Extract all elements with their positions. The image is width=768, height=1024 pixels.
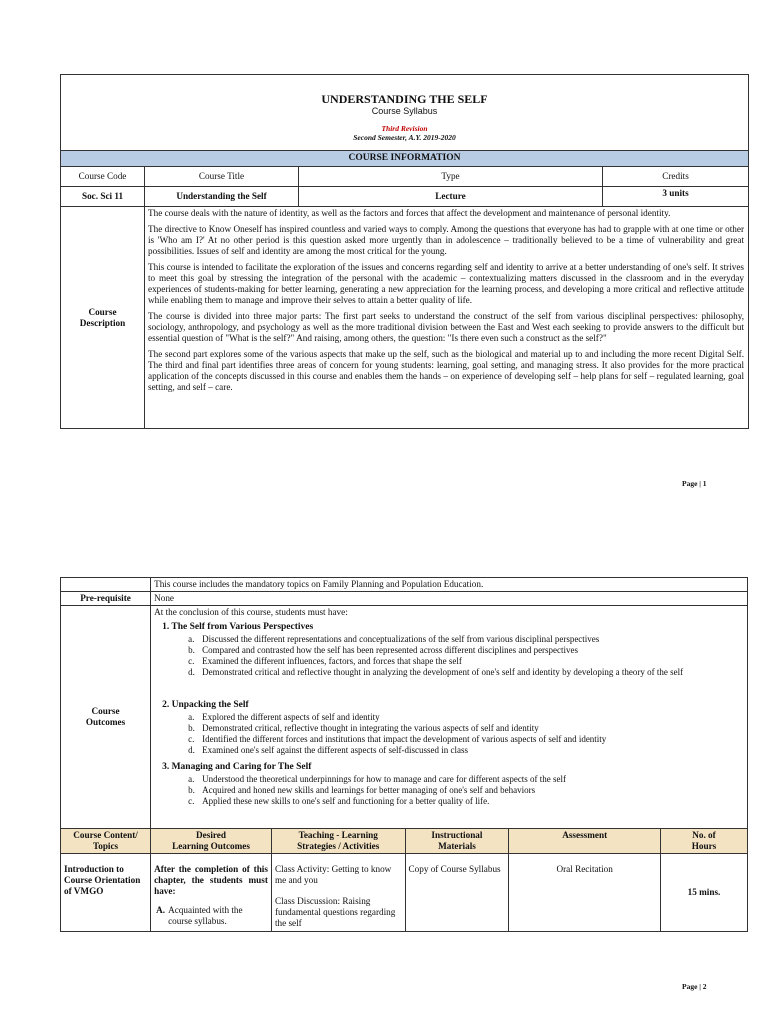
course-code-header: Course Code (61, 167, 145, 187)
outcome-item-letter: c. (188, 734, 195, 744)
description-paragraph: The directive to Know Oneself has inspired countless and varied ways to comply. Among the questions that everyone has had to grapple with at one time or other is 'Who am I?' At no other period is this question asked more urgently than in adolescence – traditionally believed to be a time of vulnerability and great possibilities. Issues of self and identity are among the most critical for the young. (148, 224, 745, 256)
outcome-item (188, 745, 744, 756)
outcome-item-text: Applied these new skills to one's self and functioning for a better quality of life. (202, 796, 490, 806)
outcome-item (188, 712, 744, 723)
course-title-value: Understanding the Self (145, 187, 299, 207)
outcomes-intro: At the conclusion of this course, students must have: (154, 607, 348, 617)
outcome-item-letter: c. (188, 656, 195, 666)
outcome-item-text: Examined one's self against the different aspects of self-discussed in class (202, 745, 468, 755)
outcome-item (188, 634, 744, 645)
course-description-text (145, 207, 749, 429)
course-outcomes-label-line2: Outcomes (85, 717, 126, 727)
learning-outcome-letter: A. (156, 905, 166, 915)
learning-outcomes-header (151, 829, 272, 854)
outcome-item-text: Discussed the different representations and conceptualizations of the self from various disciplinal perspectives (202, 634, 600, 644)
outcome-group-title: 3. Managing and Caring for The Self (162, 762, 312, 772)
strategies-header-line2: Strategies / Activities (297, 841, 380, 851)
content-topics-header (61, 829, 151, 854)
strategies-cell (271, 854, 405, 932)
page-number-1: Page | 1 (682, 479, 707, 488)
outcome-item-text: Acquired and honed new skills and learnings for better managing of one's self and behaviors (202, 785, 536, 795)
hours-header-line1: No. of (692, 830, 716, 840)
outcome-item (188, 645, 744, 656)
hours-cell: 15 mins. (660, 854, 747, 932)
description-paragraph: This course is intended to facilitate the exploration of the issues and concerns regarding self and identity to arrive at a better understanding of one's self. It strives to meet this goal by stressing the integration of the personal with the academic – contextualizing matters discussed in the classroom and in the everyday experiences of students-making for better learning, generating a new appreciation for the learning process, and developing a more critical and reflective attitude while enabling them to manage and improve their selves to attain a better quality of life. (148, 262, 745, 305)
outcome-item-letter: c. (188, 796, 195, 806)
outcome-item-letter: b. (188, 723, 195, 733)
hours-header-line2: Hours (691, 841, 717, 851)
outcome-item (188, 734, 744, 745)
outcome-list (190, 712, 744, 756)
learning-outcome-text: Acquainted with the course syllabus. (168, 905, 243, 926)
learning-outcomes-header-line2: Learning Outcomes (172, 841, 250, 851)
outcome-item (188, 774, 744, 785)
course-outcomes-label-line1: Course (91, 706, 120, 716)
syllabus-table-page1 (60, 74, 749, 429)
learning-outcomes-header-line1: Desired (196, 830, 226, 840)
page-number-2: Page | 2 (682, 982, 707, 991)
learning-outcome-cell (151, 854, 272, 932)
outcome-item-text: Demonstrated critical, reflective thought in integrating the various aspects of self and identity (202, 723, 539, 733)
outcome-item-letter: d. (188, 745, 195, 755)
description-paragraph: The course is divided into three major parts: The first part seeks to understand the construct of the self from various disciplinal perspectives: philosophy, sociology, anthropology, and psychology as well as the more traditional division between the East and West each seeking to provide answers to the difficult but essential question of "What is the self?" And raising, among others, the question: "Is there even such a construct as the self?" (148, 311, 745, 343)
content-topics-header-line2: Topics (92, 841, 119, 851)
course-description-label-line1: Course (88, 306, 117, 317)
outcome-item-text: Demonstrated critical and reflective thought in analyzing the development of one's self and identity by developing a theory of the self (202, 667, 684, 677)
outcome-item (188, 723, 744, 734)
outcome-item-letter: a. (188, 712, 195, 722)
empty-cell (61, 578, 151, 592)
materials-header-line2: Materials (438, 841, 476, 851)
revision-label: Third Revision (381, 124, 428, 133)
credits-value: 3 units (603, 187, 749, 207)
document-title: UNDERSTANDING THE SELF (321, 92, 488, 106)
prerequisite-value: None (151, 592, 748, 606)
outcome-list (190, 634, 744, 678)
course-title-header: Course Title (145, 167, 299, 187)
type-value: Lecture (299, 187, 603, 207)
outcome-item-text: Compared and contrasted how the self has been represented across different disciplines and perspectives (202, 645, 579, 655)
course-outcomes-content (151, 606, 748, 829)
document-subtitle: Course Syllabus (371, 106, 438, 116)
materials-header (405, 829, 509, 854)
description-paragraph: The course deals with the nature of identity, as well as the factors and forces that affect the development and maintenance of personal identity. (148, 208, 671, 218)
content-topic-cell: Introduction to Course Orientation of VMGO (61, 854, 151, 932)
learning-outcome-intro: After the completion of this chapter, the students must have: (154, 864, 268, 896)
assessment-header: Assessment (509, 829, 661, 854)
outcome-item-text: Examined the different influences, factors, and forces that shape the self (202, 656, 462, 666)
outcome-group-title: 1. The Self from Various Perspectives (162, 622, 314, 632)
materials-header-line1: Instructional (431, 830, 483, 840)
strategy-item: Class Discussion: Raising fundamental questions regarding the self (274, 896, 396, 928)
outcome-item (188, 667, 744, 678)
outcome-group-title: 2. Unpacking the Self (162, 700, 249, 710)
outcome-item-text: Identified the different forces and institutions that impact the development of various aspects of self and identity (202, 734, 607, 744)
learning-outcome-item (154, 905, 268, 927)
description-paragraph: The second part explores some of the various aspects that make up the self, such as the biological and material up to and including the more recent Digital Self. The third and final part identifies three areas of concern for young students: learning, goal setting, and managing stress. It also provides for the more practical application of the concepts discussed in this course and enables them the hands – on experience of developing self – help plans for self – regulated learning, goal setting, and self – care. (148, 349, 745, 392)
outcome-item (188, 656, 744, 667)
content-topics-header-line1: Course Content/ (73, 830, 138, 840)
type-header: Type (299, 167, 603, 187)
mandatory-topics-note: This course includes the mandatory topics on Family Planning and Population Education. (151, 578, 748, 592)
outcome-item-letter: d. (188, 667, 195, 677)
course-description-label (61, 207, 145, 429)
course-description-label-line2: Description (79, 317, 126, 328)
course-information-heading: COURSE INFORMATION (61, 151, 749, 167)
hours-header (660, 829, 747, 854)
outcome-item-letter: a. (188, 634, 195, 644)
outcome-item-letter: b. (188, 645, 195, 655)
materials-cell: Copy of Course Syllabus (405, 854, 509, 932)
syllabus-header (61, 75, 749, 151)
outcome-item-text: Understood the theoretical underpinnings for how to manage and care for different aspects of the self (202, 774, 567, 784)
outcome-item (188, 785, 744, 796)
outcome-list (190, 774, 744, 807)
strategy-item: Class Activity: Getting to know me and you (274, 864, 392, 885)
outcome-item-letter: b. (188, 785, 195, 795)
syllabus-table-page2 (60, 577, 748, 932)
course-outcomes-label (61, 606, 151, 829)
strategies-header (271, 829, 405, 854)
semester-label: Second Semester, A.Y. 2019-2020 (353, 133, 456, 142)
strategies-header-line1: Teaching - Learning (298, 830, 378, 840)
course-code-value: Soc. Sci 11 (61, 187, 145, 207)
credits-header: Credits (603, 167, 749, 187)
assessment-cell: Oral Recitation (509, 854, 661, 932)
prerequisite-label: Pre-requisite (61, 592, 151, 606)
outcome-item-text: Explored the different aspects of self and identity (202, 712, 380, 722)
outcome-item (188, 796, 744, 807)
outcome-item-letter: a. (188, 774, 195, 784)
